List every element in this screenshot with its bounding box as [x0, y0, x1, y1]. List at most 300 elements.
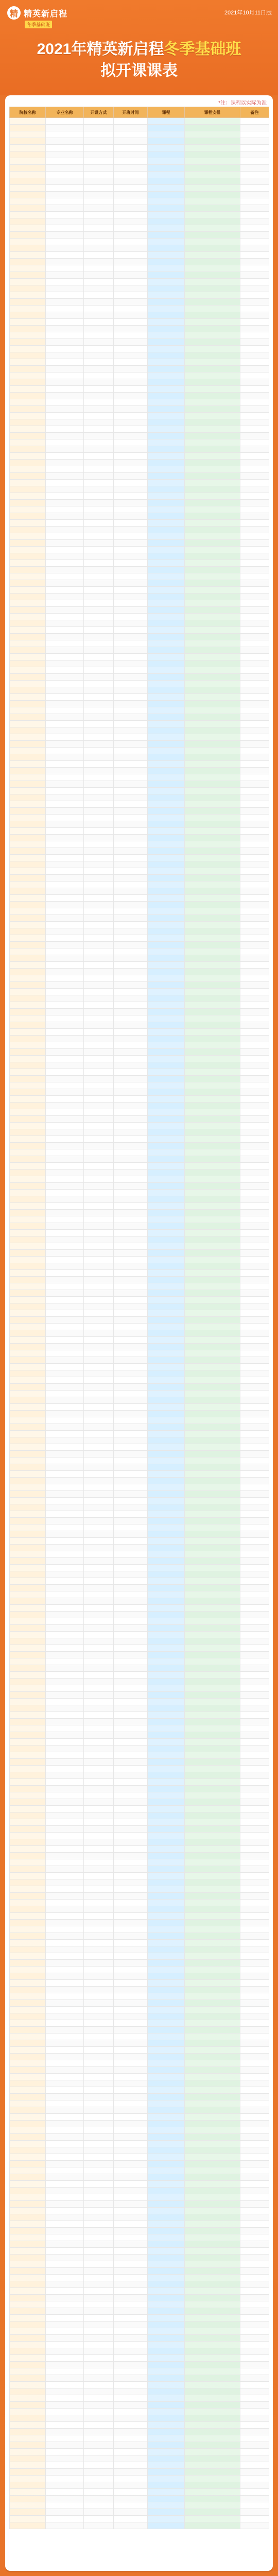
table-row [10, 2074, 269, 2080]
table-cell [114, 1766, 148, 1772]
table-cell [240, 1638, 269, 1645]
table-cell [46, 252, 84, 259]
table-cell [185, 1638, 240, 1645]
table-cell [240, 895, 269, 902]
table-cell [46, 185, 84, 192]
table-row [10, 2087, 269, 2094]
table-cell [114, 379, 148, 386]
table-cell [114, 1933, 148, 1940]
table-cell [240, 172, 269, 178]
table-cell [84, 1424, 114, 1431]
table-cell [84, 721, 114, 727]
table-row [10, 1203, 269, 1210]
table-row [10, 212, 269, 218]
table-cell [240, 2321, 269, 2328]
table-cell [185, 426, 240, 433]
table-cell [46, 975, 84, 982]
table-cell [240, 1551, 269, 1558]
table-row [10, 1524, 269, 1531]
table-cell [10, 1250, 46, 1257]
table-cell [148, 2214, 185, 2221]
page-header [0, 0, 278, 95]
table-cell [240, 192, 269, 198]
table-cell [46, 969, 84, 975]
table-row [10, 1015, 269, 1022]
table-cell [240, 1745, 269, 1752]
table-cell [46, 1243, 84, 1250]
table-cell [114, 2228, 148, 2234]
table-cell [114, 1009, 148, 1015]
table-cell [10, 594, 46, 600]
table-cell [114, 547, 148, 553]
table-cell [185, 2429, 240, 2435]
table-cell [148, 2275, 185, 2281]
table-cell [240, 2502, 269, 2509]
table-cell [114, 620, 148, 627]
table-cell [84, 1812, 114, 1819]
table-cell [84, 1752, 114, 1759]
table-row [10, 1069, 269, 1076]
table-row [10, 2181, 269, 2188]
table-cell [148, 1303, 185, 1310]
table-cell [46, 359, 84, 366]
table-cell [114, 989, 148, 995]
table-cell [185, 513, 240, 520]
table-cell [185, 701, 240, 707]
table-row [10, 955, 269, 962]
table-cell [10, 2174, 46, 2181]
table-cell [185, 2188, 240, 2194]
table-cell [46, 1538, 84, 1545]
table-cell [114, 2395, 148, 2402]
table-cell [114, 2261, 148, 2268]
table-cell [240, 875, 269, 882]
table-cell [240, 942, 269, 948]
table-row [10, 2208, 269, 2214]
table-cell [46, 1303, 84, 1310]
table-cell [185, 2522, 240, 2529]
table-cell [114, 1491, 148, 1498]
table-cell [240, 2362, 269, 2368]
table-cell [84, 1478, 114, 1484]
table-cell [10, 1839, 46, 1846]
table-cell [114, 2301, 148, 2308]
table-cell [185, 915, 240, 922]
table-cell [148, 1752, 185, 1759]
table-cell [148, 962, 185, 969]
table-cell [185, 640, 240, 647]
table-cell [240, 627, 269, 634]
table-cell [148, 2080, 185, 2087]
table-cell [84, 614, 114, 620]
table-row [10, 935, 269, 942]
table-cell [148, 547, 185, 553]
table-row [10, 547, 269, 553]
table-cell [84, 1357, 114, 1364]
table-cell [148, 1417, 185, 1424]
table-cell [185, 1069, 240, 1076]
table-cell [10, 372, 46, 379]
table-cell [84, 493, 114, 500]
table-row [10, 346, 269, 352]
table-cell [148, 1484, 185, 1491]
table-cell [185, 1886, 240, 1893]
table-cell [10, 2094, 46, 2100]
table-cell [84, 801, 114, 808]
table-row [10, 2174, 269, 2181]
table-cell [240, 1129, 269, 1136]
table-cell [148, 2415, 185, 2422]
table-cell [185, 1792, 240, 1799]
table-cell [46, 2188, 84, 2194]
table-row [10, 2100, 269, 2107]
table-cell [148, 192, 185, 198]
table-cell [185, 1812, 240, 1819]
table-cell [114, 1692, 148, 1699]
table-row [10, 2027, 269, 2033]
table-cell [185, 2422, 240, 2429]
table-cell [46, 1967, 84, 1973]
table-cell [148, 2221, 185, 2228]
table-cell [114, 1524, 148, 1531]
table-cell [240, 1223, 269, 1230]
table-cell [84, 1906, 114, 1913]
table-cell [46, 1819, 84, 1826]
table-cell [46, 1149, 84, 1156]
table-cell [148, 2301, 185, 2308]
table-row [10, 627, 269, 634]
table-cell [185, 2281, 240, 2288]
table-cell [185, 1404, 240, 1411]
table-row [10, 259, 269, 265]
table-cell [185, 145, 240, 151]
table-row [10, 2127, 269, 2134]
table-cell [46, 399, 84, 406]
table-cell [185, 1076, 240, 1082]
table-cell [84, 352, 114, 359]
table-row [10, 2221, 269, 2228]
table-cell [114, 1002, 148, 1009]
table-cell [84, 1853, 114, 1859]
table-cell [185, 1980, 240, 1987]
table-row [10, 975, 269, 982]
table-cell [46, 982, 84, 989]
table-cell [46, 500, 84, 506]
table-cell [240, 1156, 269, 1163]
table-cell [10, 1163, 46, 1170]
table-cell [148, 2033, 185, 2040]
table-cell [10, 902, 46, 908]
table-cell [46, 1886, 84, 1893]
table-cell [148, 714, 185, 721]
table-cell [185, 406, 240, 413]
table-row [10, 439, 269, 446]
table-cell [240, 2449, 269, 2455]
table-cell [114, 1223, 148, 1230]
table-cell [84, 1411, 114, 1417]
table-cell [10, 326, 46, 332]
table-cell [148, 1310, 185, 1317]
title-prefix: 2021年精英新启程 [37, 41, 164, 58]
table-cell [10, 339, 46, 346]
table-cell [240, 2208, 269, 2214]
table-cell [46, 640, 84, 647]
table-row [10, 835, 269, 841]
table-row [10, 1411, 269, 1417]
table-cell [240, 2429, 269, 2435]
table-row [10, 660, 269, 667]
table-cell [46, 1779, 84, 1786]
table-cell [148, 694, 185, 701]
table-cell [10, 1705, 46, 1712]
table-row [10, 1002, 269, 1009]
table-cell [114, 1752, 148, 1759]
table-cell [114, 701, 148, 707]
table-cell [185, 1685, 240, 1692]
table-cell [46, 2321, 84, 2328]
table-cell [46, 2388, 84, 2395]
table-cell [148, 1243, 185, 1250]
table-cell [185, 232, 240, 239]
table-cell [46, 1056, 84, 1062]
table-cell [84, 1062, 114, 1069]
table-row [10, 754, 269, 761]
table-cell [46, 1324, 84, 1330]
table-cell [148, 942, 185, 948]
table-cell [148, 1873, 185, 1879]
table-row [10, 1257, 269, 1263]
table-cell [185, 1591, 240, 1598]
table-cell [46, 272, 84, 279]
table-cell [46, 714, 84, 721]
table-cell [185, 2060, 240, 2067]
table-cell [185, 399, 240, 406]
table-cell [185, 1458, 240, 1464]
table-cell [10, 1745, 46, 1752]
table-cell [10, 1243, 46, 1250]
table-cell [114, 239, 148, 245]
table-cell [148, 439, 185, 446]
table-cell [240, 1565, 269, 1571]
table-row [10, 928, 269, 935]
table-cell [148, 419, 185, 426]
table-cell [240, 540, 269, 547]
table-cell [84, 1786, 114, 1792]
table-row [10, 2194, 269, 2201]
table-cell [84, 1558, 114, 1565]
table-cell [185, 2134, 240, 2141]
table-cell [185, 2033, 240, 2040]
table-cell [46, 1745, 84, 1752]
table-cell [240, 1009, 269, 1015]
table-row [10, 995, 269, 1002]
table-cell [185, 393, 240, 399]
table-cell [10, 2188, 46, 2194]
table-cell [84, 1893, 114, 1900]
table-row [10, 1156, 269, 1163]
table-cell [10, 1571, 46, 1578]
table-cell [46, 1357, 84, 1364]
table-cell [10, 975, 46, 982]
table-cell [148, 1732, 185, 1739]
table-cell [84, 1913, 114, 1920]
table-cell [240, 2415, 269, 2422]
table-cell [10, 466, 46, 473]
table-cell [84, 259, 114, 265]
table-cell [185, 1719, 240, 1725]
table-cell [185, 2255, 240, 2261]
table-row [10, 1812, 269, 1819]
table-cell [148, 1524, 185, 1531]
table-cell [114, 808, 148, 815]
table-cell [240, 1518, 269, 1524]
table-cell [240, 2234, 269, 2241]
table-cell [148, 2462, 185, 2469]
table-cell [148, 781, 185, 788]
table-cell [185, 527, 240, 533]
table-row [10, 185, 269, 192]
table-row [10, 1772, 269, 1779]
table-cell [114, 781, 148, 788]
table-cell [114, 1076, 148, 1082]
table-cell [46, 1190, 84, 1196]
table-cell [84, 942, 114, 948]
table-cell [84, 1987, 114, 1993]
table-cell [84, 2141, 114, 2147]
table-cell [46, 1618, 84, 1625]
table-cell [84, 928, 114, 935]
table-cell [84, 513, 114, 520]
table-cell [84, 1036, 114, 1042]
table-cell [240, 2074, 269, 2080]
table-cell [185, 2362, 240, 2368]
table-cell [185, 2395, 240, 2402]
table-cell [185, 741, 240, 748]
table-cell [46, 1879, 84, 1886]
table-cell [240, 1170, 269, 1176]
table-cell [10, 2435, 46, 2442]
table-cell [185, 1163, 240, 1170]
table-cell [10, 2295, 46, 2301]
table-cell [10, 259, 46, 265]
table-cell [185, 794, 240, 801]
table-cell [148, 1471, 185, 1478]
table-row [10, 1973, 269, 1980]
table-cell [84, 2348, 114, 2355]
table-cell [185, 647, 240, 654]
table-cell [148, 2241, 185, 2248]
table-row [10, 192, 269, 198]
table-cell [46, 212, 84, 218]
table-cell [10, 855, 46, 861]
table-cell [10, 2100, 46, 2107]
table-cell [46, 1283, 84, 1290]
table-cell [10, 1960, 46, 1967]
table-cell [10, 2067, 46, 2074]
table-cell [84, 1632, 114, 1638]
table-row [10, 1739, 269, 1745]
table-cell [148, 2040, 185, 2047]
table-cell [10, 1578, 46, 1585]
table-cell [10, 2482, 46, 2489]
table-cell [240, 1062, 269, 1069]
table-cell [114, 1129, 148, 1136]
table-cell [240, 2027, 269, 2033]
table-cell [240, 2214, 269, 2221]
table-cell [46, 386, 84, 393]
table-cell [148, 1632, 185, 1638]
table-cell [240, 754, 269, 761]
table-cell [10, 1069, 46, 1076]
table-cell [114, 634, 148, 640]
table-cell [114, 1940, 148, 1946]
table-cell [10, 821, 46, 828]
table-cell [240, 272, 269, 279]
table-cell [84, 486, 114, 493]
table-cell [148, 1270, 185, 1277]
table-cell [148, 1745, 185, 1752]
table-cell [10, 1980, 46, 1987]
table-cell [84, 1933, 114, 1940]
table-cell [114, 868, 148, 875]
table-row [10, 1444, 269, 1451]
table-row [10, 2435, 269, 2442]
table-cell [148, 1799, 185, 1806]
table-cell [148, 1826, 185, 1833]
table-cell [114, 131, 148, 138]
table-cell [84, 2181, 114, 2188]
table-row [10, 2409, 269, 2415]
table-cell [148, 1216, 185, 1223]
table-cell [10, 446, 46, 453]
table-row [10, 2395, 269, 2402]
table-cell [114, 2415, 148, 2422]
table-cell [114, 1156, 148, 1163]
table-cell [240, 1123, 269, 1129]
table-cell [185, 707, 240, 714]
table-cell [84, 2335, 114, 2342]
table-cell [148, 1993, 185, 2000]
table-cell [185, 1987, 240, 1993]
table-cell [240, 372, 269, 379]
table-cell [148, 1190, 185, 1196]
table-cell [185, 1136, 240, 1143]
table-cell [114, 2348, 148, 2355]
table-cell [10, 319, 46, 326]
table-cell [185, 674, 240, 681]
table-cell [114, 426, 148, 433]
table-row [10, 888, 269, 895]
table-cell [10, 1913, 46, 1920]
table-row [10, 379, 269, 386]
table-cell [10, 1377, 46, 1384]
table-row [10, 1652, 269, 1658]
table-cell [185, 2402, 240, 2409]
table-cell [46, 707, 84, 714]
table-cell [46, 2080, 84, 2087]
table-cell [240, 1759, 269, 1766]
table-cell [46, 2100, 84, 2107]
table-cell [148, 2476, 185, 2482]
table-cell [84, 346, 114, 352]
table-cell [46, 2127, 84, 2134]
table-cell [148, 493, 185, 500]
table-cell [114, 2509, 148, 2516]
table-cell [148, 660, 185, 667]
table-cell [84, 1143, 114, 1149]
table-cell [10, 1324, 46, 1330]
table-cell [185, 366, 240, 372]
